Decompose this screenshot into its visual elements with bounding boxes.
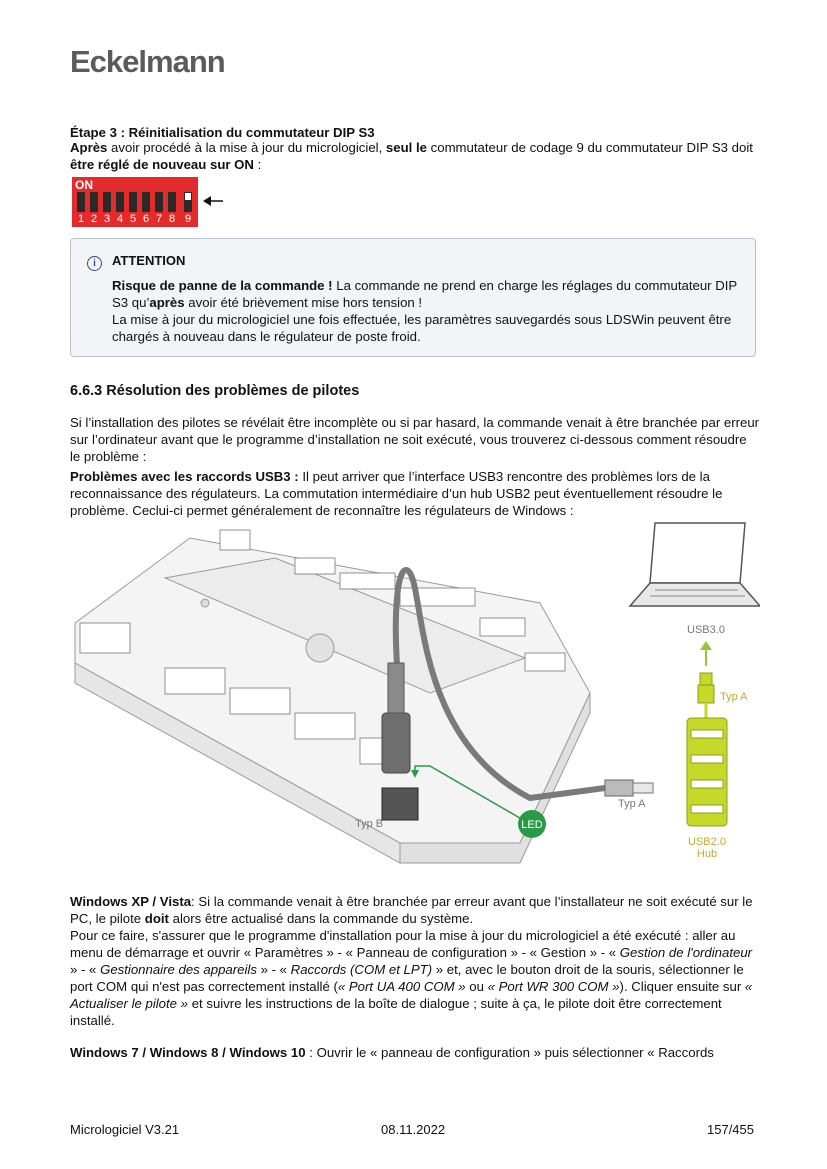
usb2-hub: [687, 718, 727, 826]
usb3-paragraph: Problèmes avec les raccords USB3 : Il peut arriver que l’interface USB3 rencontre des problèmes lors de la reconnaissance des régulateurs. La commutation intermédiaire d’un hub USB2 peut éventuellement résoudre le problème. Ceclui-ci permet généralement de reconnaître les régulateurs de Windows :: [70, 469, 723, 518]
dip-switch-1: [77, 192, 85, 212]
laptop-icon: [630, 523, 760, 606]
dip-switch-7: [155, 192, 163, 212]
attention-box: [70, 238, 756, 357]
dip-switch-8: [168, 192, 176, 212]
dip-number: 8: [168, 213, 176, 225]
typ-a-label-hub: Typ A: [720, 691, 748, 703]
dip-number: 4: [116, 213, 124, 225]
dip-switch-4: [116, 192, 124, 212]
dip-switch-2: [90, 192, 98, 212]
attention-body: Risque de panne de la commande ! La commande ne prend en charge les réglages du commutateur DIP S3 qu’après avoir été brièvement mise hors tension ! La mise à jour du micrologiciel une fois effectuée, les paramètres sauvegardés sous LDSWin peuvent être chargés à nouveau dans le régulateur de poste froid.: [112, 278, 737, 344]
footer-version: Micrologiciel V3.21: [70, 1122, 180, 1137]
dip-switch-5: [129, 192, 137, 212]
arrow-left-icon: [203, 195, 223, 207]
dip-number: 6: [142, 213, 150, 225]
usb3-label: USB3.0: [687, 624, 725, 636]
info-icon: i: [87, 256, 102, 271]
typ-b-label: Typ B: [355, 818, 384, 830]
windows-7-paragraph: Windows 7 / Windows 8 / Windows 10 : Ouvrir le « panneau de configuration » puis sélectionner « Raccords: [70, 1045, 714, 1060]
dip-number: 7: [155, 213, 163, 225]
footer-date: 08.11.2022: [381, 1122, 446, 1137]
usb-a-plug: [605, 780, 653, 796]
dip-number: 3: [103, 213, 111, 225]
hub-label-2: Hub: [696, 848, 718, 860]
attention-title: ATTENTION: [112, 253, 186, 268]
section-intro: Si l’installation des pilotes se révélait être incomplète ou si par hasard, la commande venait à être branchée par erreur sur l’ordinateur avant que le programme d’installation ne soit exécuté, vous trouverez ci-dessous comment résoudre le problème :: [70, 415, 760, 464]
dip-switch-9: [184, 192, 192, 212]
hub-usb-plug: [698, 673, 714, 718]
dip-number: 9: [184, 213, 192, 225]
step3-body: Après avoir procédé à la mise à jour du micrologiciel, seul le commutateur de codage 9 du commutateur DIP S3 doit être réglé de nouveau sur ON :: [70, 140, 753, 172]
eckelmann-logo: Eckelmann: [70, 44, 225, 79]
led-label: LED: [521, 819, 543, 831]
windows-xp-paragraph: Windows XP / Vista: Si la commande venait à être branchée par erreur avant que l’installateur ne soit exécuté sur le PC, le pilote doit alors être actualisé dans la commande du système. Pour ce faire, s'assurer que le programme d'installation pour la mise à jour du micrologiciel a été exécuté : aller au menu de démarrage et ouvrir « Paramètres » - « Panneau de configuration » - « Gestion » - « Gestion de l'ordinateur » - « Gestionnaire des appareils » - « Raccords (COM et LPT) » et, avec le bouton droit de la souris, sélectionner le port COM qui n'est pas correctement installé (« Port UA 400 COM » ou « Port WR 300 COM »). Cliquer ensuite sur « Actualiser le pilote » et suivre les instructions de la boîte de dialogue ; suite à ça, le pilote doit être correctement installé.: [70, 894, 753, 1028]
step3-title: Étape 3 : Réinitialisation du commutateur DIP S3: [70, 125, 375, 140]
dip-switch-s3: [72, 177, 198, 227]
dip-number: 2: [90, 213, 98, 225]
dip-switch-6: [142, 192, 150, 212]
dip-number: 1: [77, 213, 85, 225]
section-title: 6.6.3 Résolution des problèmes de pilotes: [70, 383, 360, 399]
dip-number: 5: [129, 213, 137, 225]
typ-a-label-cable: Typ A: [618, 798, 646, 810]
arrow-up-icon: [700, 641, 712, 666]
dip-on-label: ON: [75, 178, 93, 192]
dip-switch-3: [103, 192, 111, 212]
footer-page-number: 157/455: [707, 1122, 754, 1137]
usb-hub-connection-figure: [70, 518, 760, 880]
hub-label-1: USB2.0: [688, 836, 726, 848]
